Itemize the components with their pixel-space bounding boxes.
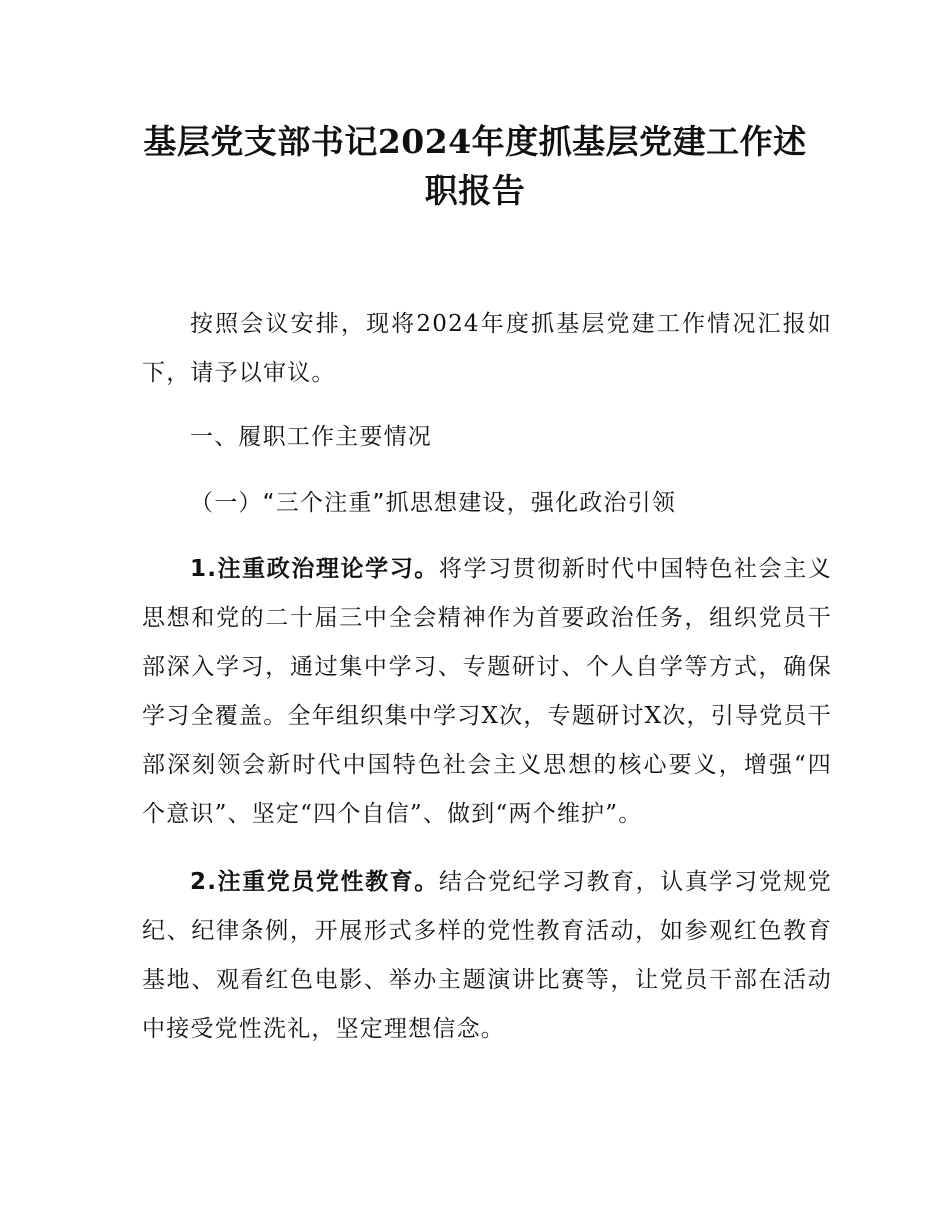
item-2-body: 结合党纪学习教育，认真学习党规党纪、纪律条例，开展形式多样的党性教育活动，如参观红色教育基地、观看红色电影、举办主题演讲比赛等，让党员干部在活动中接受党性洗礼，坚定理想信念。: [142, 869, 832, 1042]
item-2-lead: 2.注重党员党性教育。: [190, 869, 439, 895]
document-title-line-1: 基层党支部书记2024年度抓基层党建工作述: [143, 122, 807, 161]
item-1-body: 将学习贯彻新时代中国特色社会主义思想和党的二十届三中全会精神作为首要政治任务，组织党员干部深入学习，通过集中学习、专题研讨、个人自学等方式，确保学习全覆盖。全年组织集中学习X次，专题研讨X次，引导党员干部深刻领会新时代中国特色社会主义思想的核心要义，增强“四个意识”、坚定“四个自信”、做到“两个维护”。: [142, 556, 832, 827]
section-1-heading: 一、履职工作主要情况: [190, 424, 432, 450]
item-1-lead: 1.注重政治理论学习。: [190, 556, 439, 582]
document-title-line-2: 职报告: [424, 171, 526, 210]
item-2-paragraph: [142, 858, 832, 1054]
item-1-paragraph: [142, 545, 832, 839]
subsection-1-heading: （一）“三个注重”抓思想建设，强化政治引领: [190, 490, 677, 516]
intro-paragraph: 按照会议安排，现将2024年度抓基层党建工作情况汇报如下，请予以审议。: [142, 311, 832, 386]
